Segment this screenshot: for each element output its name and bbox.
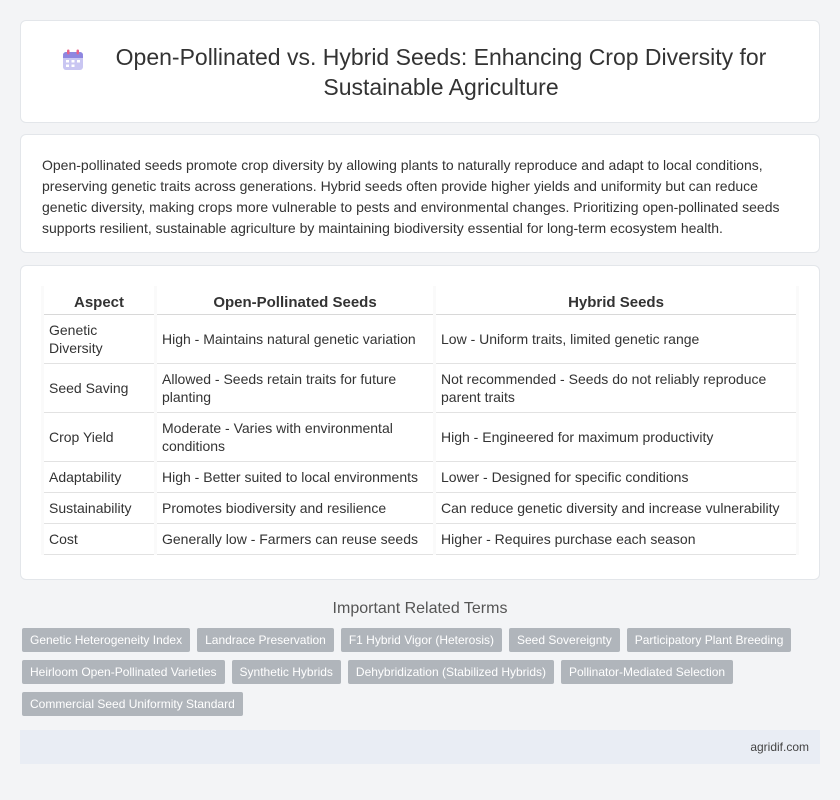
related-terms-title: Important Related Terms bbox=[332, 600, 508, 617]
term-tag[interactable]: Commercial Seed Uniformity Standard bbox=[22, 692, 243, 716]
table-row bbox=[44, 315, 796, 364]
hybrid-cell: Higher - Requires purchase each season bbox=[436, 524, 796, 555]
related-terms-list bbox=[22, 628, 820, 716]
term-tag[interactable]: Synthetic Hybrids bbox=[232, 660, 341, 684]
table-row bbox=[44, 413, 796, 462]
table-header-row bbox=[44, 286, 796, 315]
term-tag[interactable]: Dehybridization (Stabilized Hybrids) bbox=[348, 660, 554, 684]
aspect-cell: Crop Yield bbox=[44, 413, 154, 462]
intro-card bbox=[20, 134, 820, 253]
open-pollinated-cell: Allowed - Seeds retain traits for future planting bbox=[157, 364, 433, 413]
term-tag[interactable]: Landrace Preservation bbox=[197, 628, 334, 652]
open-pollinated-cell: High - Maintains natural genetic variation bbox=[157, 315, 433, 364]
term-tag[interactable]: Pollinator-Mediated Selection bbox=[561, 660, 733, 684]
aspect-cell: Adaptability bbox=[44, 462, 154, 493]
hybrid-cell: High - Engineered for maximum productivity bbox=[436, 413, 796, 462]
term-tag[interactable]: F1 Hybrid Vigor (Heterosis) bbox=[341, 628, 502, 652]
open-pollinated-cell: High - Better suited to local environments bbox=[157, 462, 433, 493]
title-wrap bbox=[61, 42, 779, 102]
aspect-cell: Cost bbox=[44, 524, 154, 555]
term-tag[interactable]: Genetic Heterogeneity Index bbox=[22, 628, 190, 652]
calendar-icon bbox=[61, 48, 85, 72]
page-title: Open-Pollinated vs. Hybrid Seeds: Enhancing Crop Diversity for Sustainable Agriculture bbox=[115, 43, 767, 100]
table-row bbox=[44, 493, 796, 524]
header-hybrid: Hybrid Seeds bbox=[436, 286, 796, 315]
aspect-cell: Genetic Diversity bbox=[44, 315, 154, 364]
hybrid-cell: Lower - Designed for specific conditions bbox=[436, 462, 796, 493]
aspect-cell: Seed Saving bbox=[44, 364, 154, 413]
footer-site-link[interactable]: agridif.com bbox=[750, 740, 809, 754]
aspect-cell: Sustainability bbox=[44, 493, 154, 524]
intro-text: Open-pollinated seeds promote crop diversity by allowing plants to naturally reproduce and adapt to local conditions, preserving genetic traits across generations. Hybrid seeds often provide higher yields and uniformity but can reduce genetic diversity, making crops more vulnerable to pests and environmental changes. Prioritizing open-pollinated seeds supports resilient, sustainable agriculture by maintaining biodiversity essential for long-term ecosystem health. bbox=[42, 157, 780, 236]
term-tag[interactable]: Participatory Plant Breeding bbox=[627, 628, 792, 652]
header-aspect: Aspect bbox=[44, 286, 154, 315]
hybrid-cell: Can reduce genetic diversity and increase vulnerability bbox=[436, 493, 796, 524]
open-pollinated-cell: Generally low - Farmers can reuse seeds bbox=[157, 524, 433, 555]
open-pollinated-cell: Promotes biodiversity and resilience bbox=[157, 493, 433, 524]
table-row bbox=[44, 364, 796, 413]
term-tag[interactable]: Heirloom Open-Pollinated Varieties bbox=[22, 660, 225, 684]
footer bbox=[20, 730, 820, 764]
term-tag[interactable]: Seed Sovereignty bbox=[509, 628, 620, 652]
hybrid-cell: Low - Uniform traits, limited genetic range bbox=[436, 315, 796, 364]
comparison-card bbox=[20, 265, 820, 580]
table-row bbox=[44, 462, 796, 493]
header-card bbox=[20, 20, 820, 123]
table-row bbox=[44, 524, 796, 555]
header-open-pollinated: Open-Pollinated Seeds bbox=[157, 286, 433, 315]
hybrid-cell: Not recommended - Seeds do not reliably reproduce parent traits bbox=[436, 364, 796, 413]
open-pollinated-cell: Moderate - Varies with environmental conditions bbox=[157, 413, 433, 462]
comparison-table bbox=[41, 286, 799, 555]
